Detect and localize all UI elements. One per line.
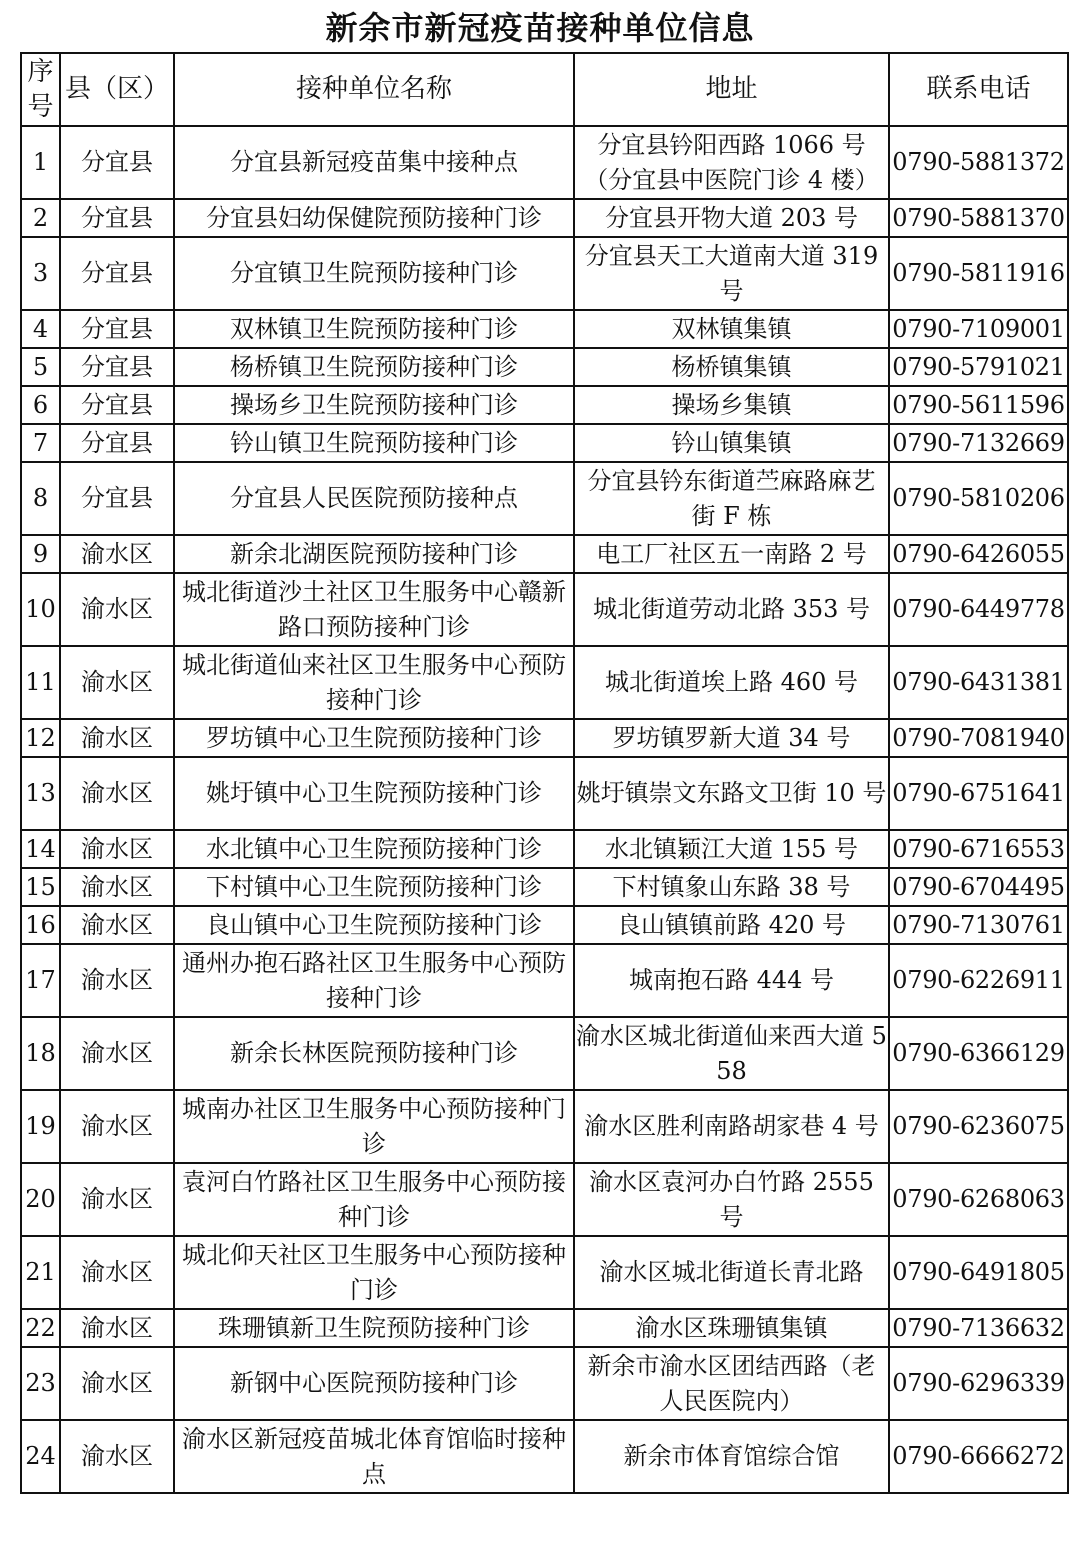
table-row [21, 1347, 1068, 1420]
cell-serial-no: 18 [21, 1017, 60, 1090]
cell-county: 分宜县 [60, 348, 174, 386]
cell-serial-no: 13 [21, 757, 60, 830]
cell-county: 渝水区 [60, 906, 174, 944]
cell-county: 渝水区 [60, 719, 174, 757]
table-row [21, 719, 1068, 757]
cell-serial-no: 4 [21, 310, 60, 348]
cell-county: 渝水区 [60, 646, 174, 719]
cell-serial-no: 16 [21, 906, 60, 944]
header-site-name: 接种单位名称 [174, 53, 574, 126]
vaccination-sites-table [20, 52, 1069, 1494]
table-header-row [21, 53, 1068, 126]
cell-county: 渝水区 [60, 1090, 174, 1163]
cell-serial-no: 19 [21, 1090, 60, 1163]
cell-phone: 0790-5881372 [889, 126, 1068, 199]
cell-serial-no: 23 [21, 1347, 60, 1420]
table-row [21, 199, 1068, 237]
cell-county: 分宜县 [60, 237, 174, 310]
cell-address: 渝水区胜利南路胡家巷 4 号 [574, 1090, 889, 1163]
cell-address: 城南抱石路 444 号 [574, 944, 889, 1017]
cell-serial-no: 17 [21, 944, 60, 1017]
cell-phone: 0790-7081940 [889, 719, 1068, 757]
cell-serial-no: 22 [21, 1309, 60, 1347]
cell-county: 渝水区 [60, 535, 174, 573]
cell-serial-no: 10 [21, 573, 60, 646]
cell-phone: 0790-5810206 [889, 462, 1068, 535]
cell-address: 双林镇集镇 [574, 310, 889, 348]
cell-phone: 0790-6666272 [889, 1420, 1068, 1493]
cell-serial-no: 9 [21, 535, 60, 573]
cell-county: 分宜县 [60, 126, 174, 199]
cell-address: 新余市渝水区团结西路（老人民医院内） [574, 1347, 889, 1420]
cell-address: 杨桥镇集镇 [574, 348, 889, 386]
table-row [21, 1309, 1068, 1347]
cell-site-name: 操场乡卫生院预防接种门诊 [174, 386, 574, 424]
cell-site-name: 下村镇中心卫生院预防接种门诊 [174, 868, 574, 906]
cell-site-name: 分宜县人民医院预防接种点 [174, 462, 574, 535]
cell-phone: 0790-7109001 [889, 310, 1068, 348]
cell-site-name: 珠珊镇新卫生院预防接种门诊 [174, 1309, 574, 1347]
cell-address: 姚圩镇崇文东路文卫街 10 号 [574, 757, 889, 830]
cell-county: 渝水区 [60, 1236, 174, 1309]
cell-phone: 0790-5881370 [889, 199, 1068, 237]
table-body [21, 126, 1068, 1493]
cell-address: 操场乡集镇 [574, 386, 889, 424]
cell-address: 渝水区城北街道长青北路 [574, 1236, 889, 1309]
cell-county: 渝水区 [60, 830, 174, 868]
cell-phone: 0790-6431381 [889, 646, 1068, 719]
cell-serial-no: 2 [21, 199, 60, 237]
cell-address: 分宜县钤东街道苎麻路麻艺街 F 栋 [574, 462, 889, 535]
cell-county: 渝水区 [60, 757, 174, 830]
cell-county: 分宜县 [60, 386, 174, 424]
cell-serial-no: 24 [21, 1420, 60, 1493]
table-row [21, 830, 1068, 868]
cell-address: 分宜县开物大道 203 号 [574, 199, 889, 237]
header-phone: 联系电话 [889, 53, 1068, 126]
cell-site-name: 通州办抱石路社区卫生服务中心预防接种门诊 [174, 944, 574, 1017]
cell-phone: 0790-6716553 [889, 830, 1068, 868]
cell-address: 下村镇象山东路 38 号 [574, 868, 889, 906]
cell-site-name: 姚圩镇中心卫生院预防接种门诊 [174, 757, 574, 830]
cell-site-name: 渝水区新冠疫苗城北体育馆临时接种点 [174, 1420, 574, 1493]
cell-address: 分宜县天工大道南大道 319 号 [574, 237, 889, 310]
cell-county: 渝水区 [60, 1309, 174, 1347]
table-row [21, 868, 1068, 906]
table-row [21, 126, 1068, 199]
cell-phone: 0790-5791021 [889, 348, 1068, 386]
cell-site-name: 新余北湖医院预防接种门诊 [174, 535, 574, 573]
header-serial-no: 序号 [21, 53, 60, 126]
cell-phone: 0790-6366129 [889, 1017, 1068, 1090]
cell-address: 城北街道埃上路 460 号 [574, 646, 889, 719]
table-row [21, 646, 1068, 719]
cell-county: 分宜县 [60, 462, 174, 535]
cell-serial-no: 5 [21, 348, 60, 386]
cell-site-name: 城北街道沙土社区卫生服务中心赣新路口预防接种门诊 [174, 573, 574, 646]
cell-phone: 0790-6296339 [889, 1347, 1068, 1420]
table-row [21, 573, 1068, 646]
cell-address: 罗坊镇罗新大道 34 号 [574, 719, 889, 757]
cell-phone: 0790-6426055 [889, 535, 1068, 573]
cell-address: 水北镇颖江大道 155 号 [574, 830, 889, 868]
table-row [21, 462, 1068, 535]
table-row [21, 1236, 1068, 1309]
table-row [21, 310, 1068, 348]
cell-phone: 0790-6491805 [889, 1236, 1068, 1309]
cell-serial-no: 8 [21, 462, 60, 535]
cell-address: 钤山镇集镇 [574, 424, 889, 462]
cell-phone: 0790-7130761 [889, 906, 1068, 944]
cell-county: 分宜县 [60, 424, 174, 462]
cell-county: 渝水区 [60, 868, 174, 906]
cell-site-name: 分宜县妇幼保健院预防接种门诊 [174, 199, 574, 237]
header-county: 县（区） [60, 53, 174, 126]
cell-phone: 0790-6751641 [889, 757, 1068, 830]
cell-county: 渝水区 [60, 1017, 174, 1090]
cell-serial-no: 1 [21, 126, 60, 199]
cell-site-name: 城南办社区卫生服务中心预防接种门诊 [174, 1090, 574, 1163]
cell-site-name: 袁河白竹路社区卫生服务中心预防接种门诊 [174, 1163, 574, 1236]
cell-site-name: 分宜县新冠疫苗集中接种点 [174, 126, 574, 199]
cell-address: 分宜县钤阳西路 1066 号（分宜县中医院门诊 4 楼） [574, 126, 889, 199]
cell-county: 渝水区 [60, 1347, 174, 1420]
cell-site-name: 良山镇中心卫生院预防接种门诊 [174, 906, 574, 944]
table-row [21, 906, 1068, 944]
cell-serial-no: 12 [21, 719, 60, 757]
cell-site-name: 新余长林医院预防接种门诊 [174, 1017, 574, 1090]
table-row [21, 1090, 1068, 1163]
cell-county: 分宜县 [60, 199, 174, 237]
cell-phone: 0790-7132669 [889, 424, 1068, 462]
cell-phone: 0790-6236075 [889, 1090, 1068, 1163]
cell-serial-no: 14 [21, 830, 60, 868]
table-row [21, 424, 1068, 462]
table-row [21, 757, 1068, 830]
cell-serial-no: 15 [21, 868, 60, 906]
cell-site-name: 罗坊镇中心卫生院预防接种门诊 [174, 719, 574, 757]
cell-county: 渝水区 [60, 1163, 174, 1236]
cell-address: 渝水区珠珊镇集镇 [574, 1309, 889, 1347]
table-row [21, 944, 1068, 1017]
cell-serial-no: 3 [21, 237, 60, 310]
cell-serial-no: 21 [21, 1236, 60, 1309]
cell-address: 良山镇镇前路 420 号 [574, 906, 889, 944]
cell-county: 分宜县 [60, 310, 174, 348]
table-row [21, 535, 1068, 573]
cell-site-name: 钤山镇卫生院预防接种门诊 [174, 424, 574, 462]
cell-serial-no: 6 [21, 386, 60, 424]
cell-phone: 0790-7136632 [889, 1309, 1068, 1347]
cell-county: 渝水区 [60, 573, 174, 646]
cell-phone: 0790-5811916 [889, 237, 1068, 310]
cell-county: 渝水区 [60, 1420, 174, 1493]
cell-serial-no: 11 [21, 646, 60, 719]
cell-address: 渝水区袁河办白竹路 2555 号 [574, 1163, 889, 1236]
cell-site-name: 杨桥镇卫生院预防接种门诊 [174, 348, 574, 386]
cell-phone: 0790-6226911 [889, 944, 1068, 1017]
table-row [21, 348, 1068, 386]
cell-serial-no: 7 [21, 424, 60, 462]
cell-phone: 0790-6449778 [889, 573, 1068, 646]
table-row [21, 1163, 1068, 1236]
cell-site-name: 新钢中心医院预防接种门诊 [174, 1347, 574, 1420]
cell-address: 电工厂社区五一南路 2 号 [574, 535, 889, 573]
table-row [21, 1017, 1068, 1090]
cell-site-name: 双林镇卫生院预防接种门诊 [174, 310, 574, 348]
cell-address: 城北街道劳动北路 353 号 [574, 573, 889, 646]
cell-site-name: 城北街道仙来社区卫生服务中心预防接种门诊 [174, 646, 574, 719]
cell-phone: 0790-6704495 [889, 868, 1068, 906]
cell-site-name: 水北镇中心卫生院预防接种门诊 [174, 830, 574, 868]
table-row [21, 237, 1068, 310]
cell-address: 渝水区城北街道仙来西大道 558 [574, 1017, 889, 1090]
document-title: 新余市新冠疫苗接种单位信息 [325, 9, 755, 47]
cell-site-name: 城北仰天社区卫生服务中心预防接种门诊 [174, 1236, 574, 1309]
cell-phone: 0790-5611596 [889, 386, 1068, 424]
table-row [21, 386, 1068, 424]
cell-address: 新余市体育馆综合馆 [574, 1420, 889, 1493]
header-address: 地址 [574, 53, 889, 126]
table-row [21, 1420, 1068, 1493]
cell-phone: 0790-6268063 [889, 1163, 1068, 1236]
cell-county: 渝水区 [60, 944, 174, 1017]
cell-serial-no: 20 [21, 1163, 60, 1236]
cell-site-name: 分宜镇卫生院预防接种门诊 [174, 237, 574, 310]
